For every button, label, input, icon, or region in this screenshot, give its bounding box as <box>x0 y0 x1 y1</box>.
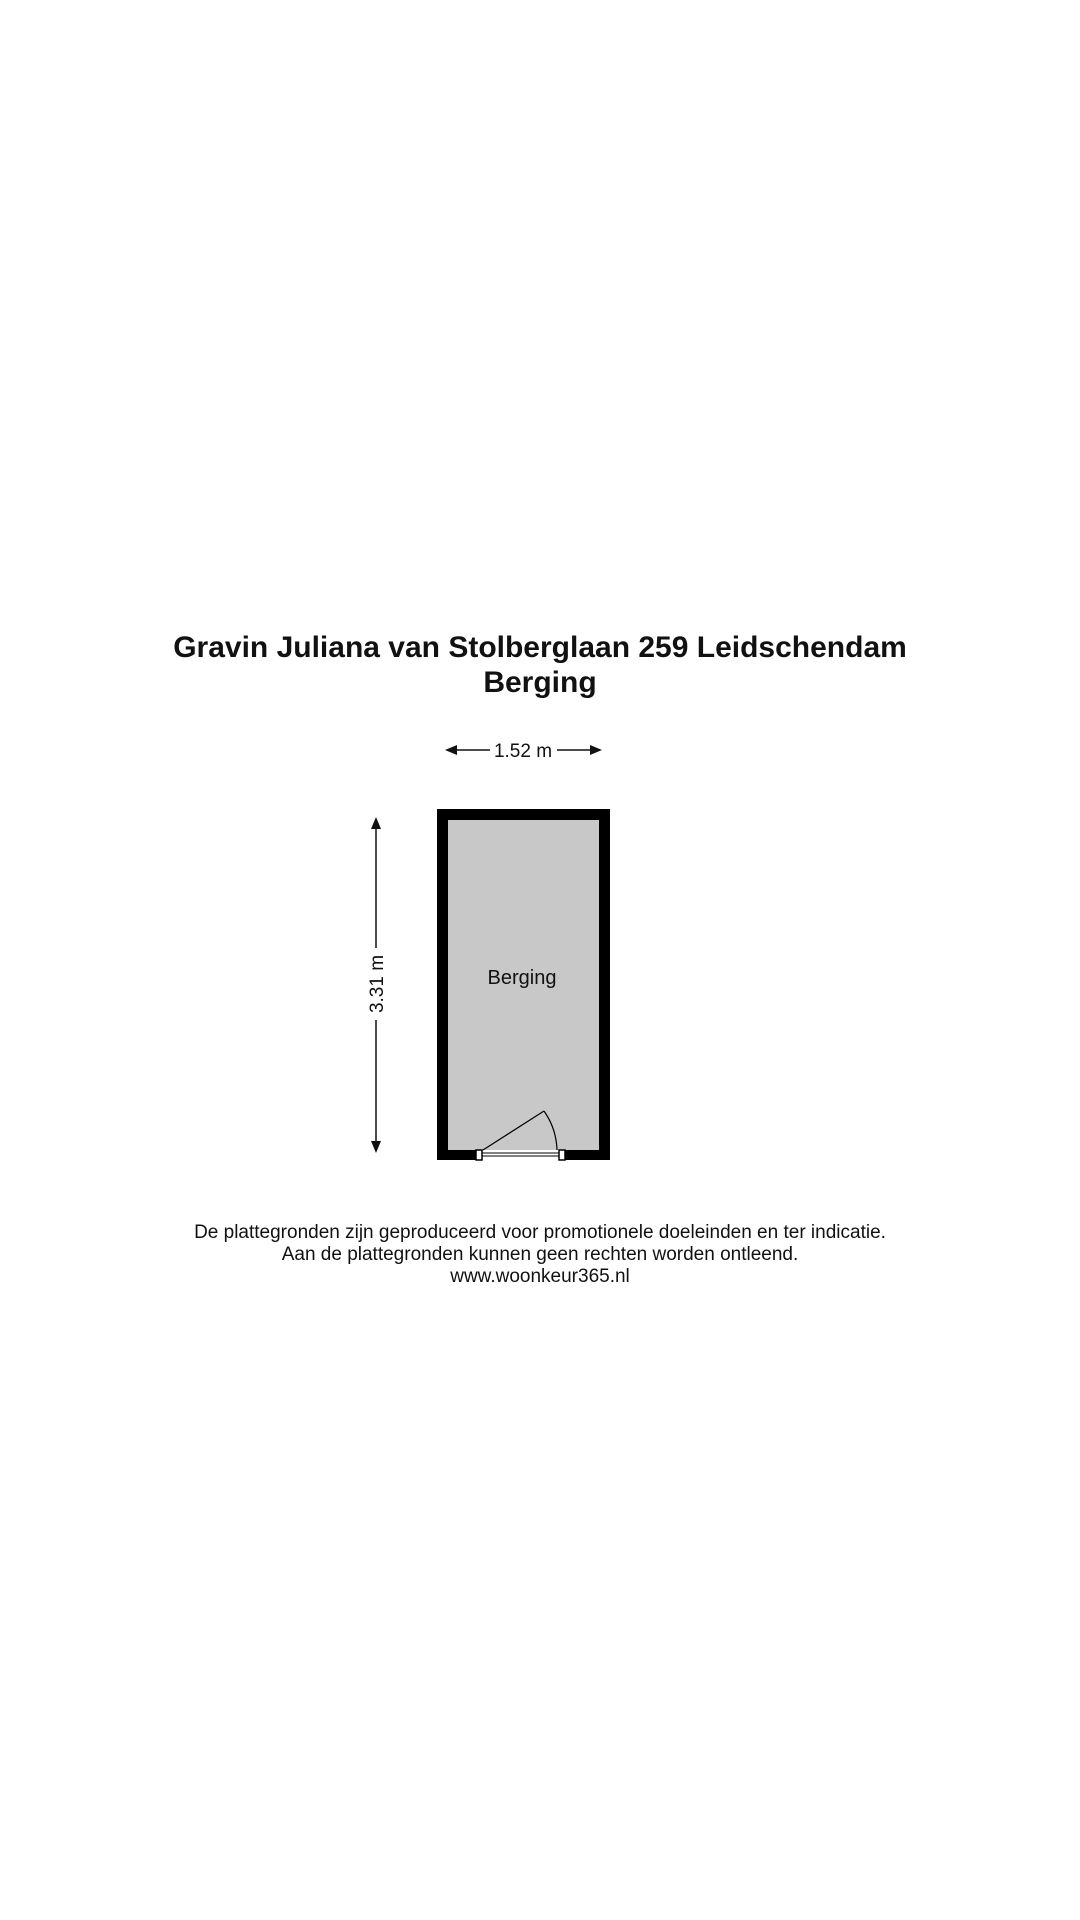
width-dimension <box>447 741 600 762</box>
plan-address-title: Gravin Juliana van Stolberglaan 259 Leidschendam <box>173 631 907 664</box>
door-jamb-left <box>476 1150 482 1160</box>
height-dimension-label: 3.31 m <box>367 954 388 1014</box>
disclaimer-line-1: De plattegronden zijn geproduceerd voor promotionele doeleinden en ter indicatie. <box>194 1222 886 1243</box>
height-dimension <box>367 819 388 1151</box>
website-url: www.woonkeur365.nl <box>450 1266 630 1287</box>
door-jamb-right <box>559 1150 565 1160</box>
disclaimer-line-2: Aan de plattegronden kunnen geen rechten worden ontleend. <box>281 1244 799 1265</box>
room-label: Berging <box>487 967 557 989</box>
door-opening <box>476 1150 565 1160</box>
room-berging <box>437 809 610 1160</box>
width-dimension-label: 1.52 m <box>493 741 553 762</box>
floor-name-title: Berging <box>483 666 597 699</box>
